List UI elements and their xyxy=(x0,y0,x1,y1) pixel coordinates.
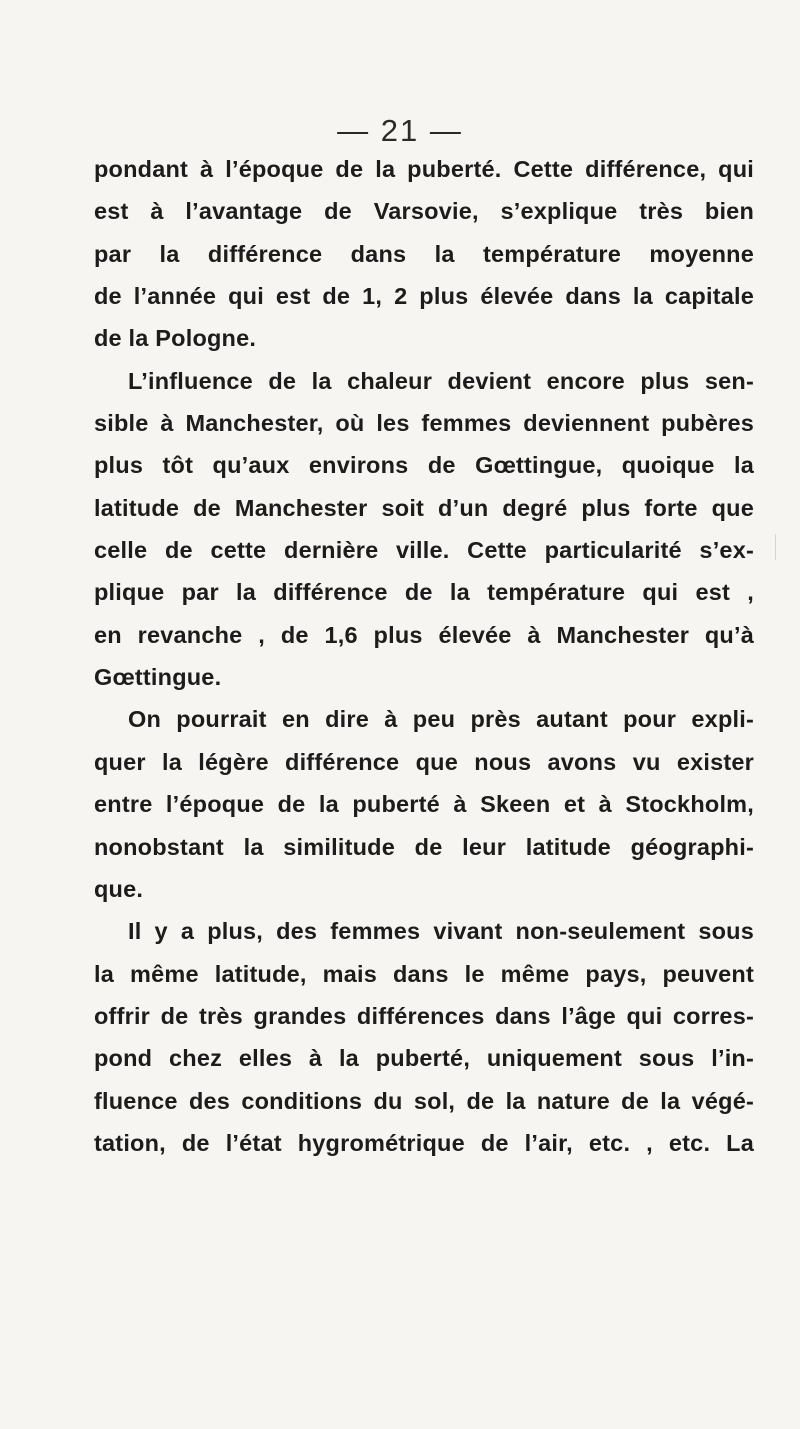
text-line: est à l’avantage de Varsovie, s’explique très bien xyxy=(94,198,754,225)
text-line: de la Pologne. xyxy=(94,325,257,352)
text-line: On pourrait en dire à peu près autant pour expli- xyxy=(128,706,754,733)
text-line: pond chez elles à la puberté, uniquement sous l’in- xyxy=(94,1045,754,1072)
text-line: entre l’époque de la puberté à Skeen et à Stockholm, xyxy=(94,791,754,818)
text-line: Il y a plus, des femmes vivant non-seulement sous xyxy=(128,918,754,945)
text-line: la même latitude, mais dans le même pays, peuvent xyxy=(94,960,754,987)
page-number: — 21 — xyxy=(337,113,463,148)
text-line: quer la légère différence que nous avons vu exister xyxy=(94,748,754,775)
text-line: nonobstant la similitude de leur latitude géographi- xyxy=(94,833,754,860)
text-line: latitude de Manchester soit d’un degré plus forte que xyxy=(94,494,754,521)
text-line: plique par la différence de la température qui est , xyxy=(94,579,754,606)
text-line: par la différence dans la température moyenne xyxy=(94,240,754,267)
text-line: sible à Manchester, où les femmes deviennent pubères xyxy=(94,410,754,437)
text-line: que. xyxy=(94,875,144,902)
text-line: fluence des conditions du sol, de la nature de la végé- xyxy=(94,1087,754,1114)
text-line: Gœttingue. xyxy=(94,664,222,691)
text-line: L’influence de la chaleur devient encore plus sen- xyxy=(128,367,754,394)
body-text xyxy=(94,148,754,1164)
text-line: en revanche , de 1,6 plus élevée à Manchester qu’à xyxy=(94,621,754,648)
margin-mark xyxy=(775,534,786,560)
text-line: pondant à l’époque de la puberté. Cette différence, qui xyxy=(94,156,754,182)
text-line: offrir de très grandes différences dans l’âge qui corres- xyxy=(94,1002,754,1029)
text-line: de l’année qui est de 1, 2 plus élevée dans la capitale xyxy=(94,283,754,310)
text-line: tation, de l’état hygrométrique de l’air, etc. , etc. La xyxy=(94,1129,754,1156)
text-line: plus tôt qu’aux environs de Gœttingue, quoique la xyxy=(94,452,754,479)
text-line: celle de cette dernière ville. Cette particularité s’ex- xyxy=(94,537,754,564)
